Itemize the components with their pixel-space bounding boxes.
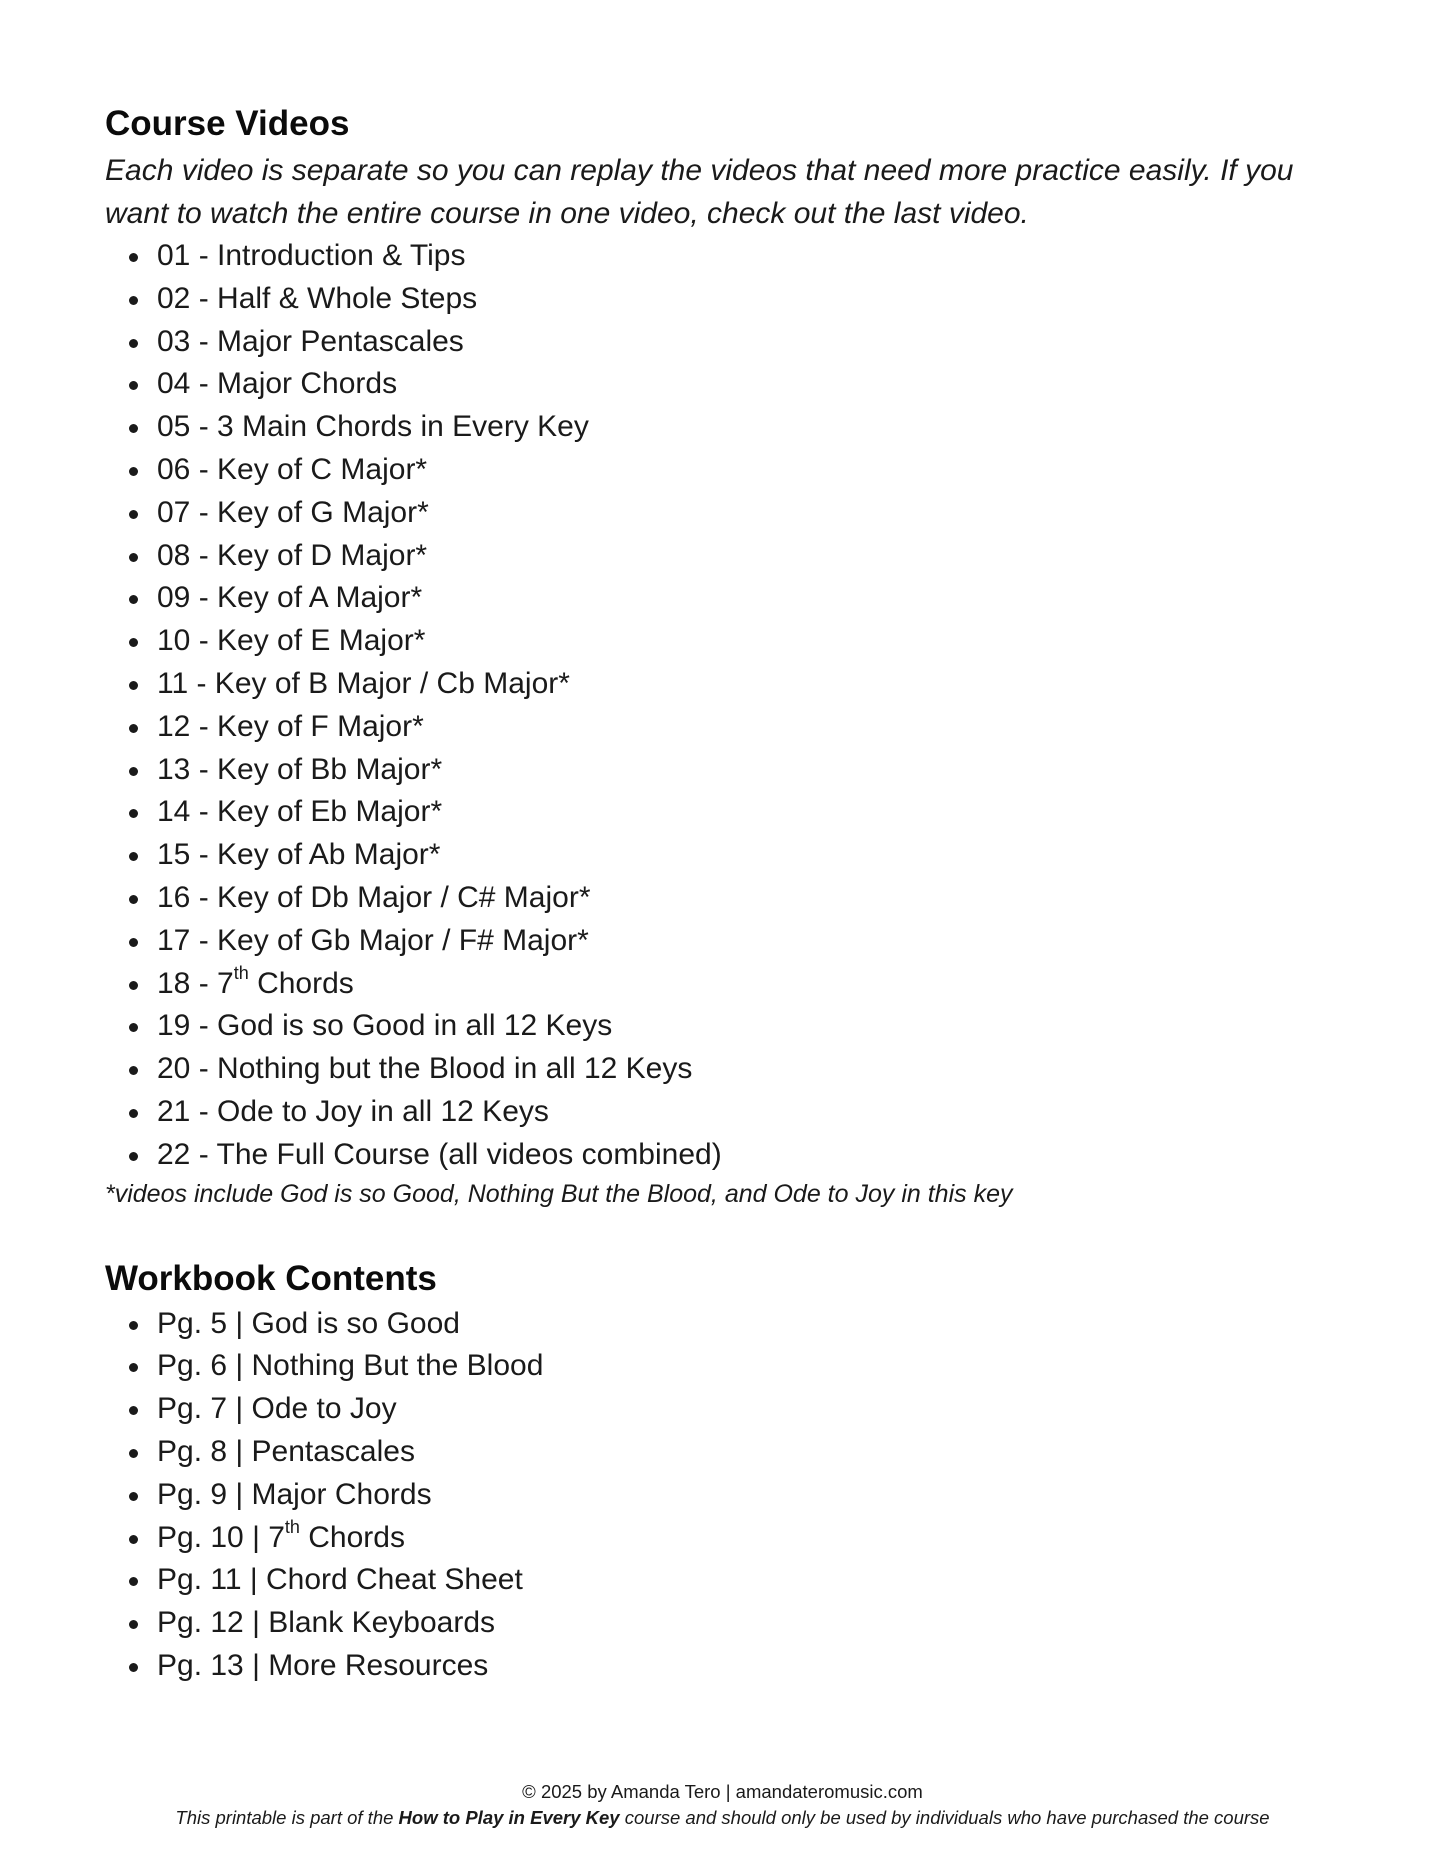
bullet-icon	[129, 1363, 138, 1372]
workbook-list-item-text: Chords	[299, 1520, 405, 1554]
bullet-icon	[129, 1535, 138, 1544]
video-list-item-text: 10 - Key of E Major*	[157, 624, 426, 658]
bullet-icon	[129, 681, 138, 690]
video-list-item-text: 14 - Key of Eb Major*	[157, 795, 443, 829]
video-list-item	[105, 492, 1345, 535]
course-videos-intro: Each video is separate so you can replay the videos that need more practice easily. If you want to watch the entire course in one video, check out the last video.	[105, 154, 1294, 230]
workbook-contents-list	[105, 1303, 1345, 1688]
footer-note	[0, 1807, 1445, 1829]
workbook-list-item-text: Pg. 12 | Blank Keyboards	[157, 1606, 495, 1640]
course-videos-list	[105, 235, 1345, 1177]
video-list-item	[105, 791, 1345, 834]
video-list-item	[105, 449, 1345, 492]
workbook-list-item	[105, 1645, 1345, 1688]
video-list-item-text: 21 - Ode to Joy in all 12 Keys	[157, 1094, 549, 1128]
video-list-item	[105, 1048, 1345, 1091]
video-list-item-text: 07 - Key of G Major*	[157, 495, 429, 529]
workbook-contents-section	[105, 1255, 1345, 1688]
footer-note-post: course and should only be used by individuals who have purchased the course	[619, 1807, 1270, 1828]
workbook-list-item-text: Pg. 5 | God is so Good	[157, 1306, 460, 1340]
footer-note-course-name: How to Play in Every Key	[398, 1807, 620, 1828]
video-list-item	[105, 877, 1345, 920]
video-list-item-text: 01 - Introduction & Tips	[157, 239, 466, 272]
bullet-icon	[129, 510, 138, 519]
bullet-icon	[129, 339, 138, 348]
course-videos-section	[105, 100, 1345, 1211]
bullet-icon	[129, 1109, 138, 1118]
workbook-list-item	[105, 1345, 1345, 1388]
video-list-item-text: 22 - The Full Course (all videos combined)	[157, 1137, 722, 1171]
video-list-item-text: 19 - God is so Good in all 12 Keys	[157, 1009, 613, 1043]
bullet-icon	[129, 938, 138, 947]
bullet-icon	[129, 1066, 138, 1075]
workbook-contents-heading: Workbook Contents	[105, 1258, 437, 1298]
video-list-item-text: 20 - Nothing but the Blood in all 12 Keys	[157, 1052, 693, 1086]
video-list-item-text: 04 - Major Chords	[157, 367, 398, 401]
video-list-item	[105, 535, 1345, 578]
video-list-item-text: 18 - 7	[157, 966, 234, 1000]
video-list-item-text: 05 - 3 Main Chords in Every Key	[157, 410, 589, 444]
video-list-item-superscript: th	[233, 962, 249, 983]
bullet-icon	[129, 724, 138, 733]
video-list-item	[105, 321, 1345, 364]
footer-note-pre: This printable is part of the	[175, 1807, 399, 1828]
video-list-item	[105, 834, 1345, 877]
bullet-icon	[129, 595, 138, 604]
video-list-item-text: 16 - Key of Db Major / C# Major*	[157, 880, 591, 914]
bullet-icon	[129, 1663, 138, 1672]
bullet-icon	[129, 1152, 138, 1161]
video-list-item-text: Chords	[248, 966, 354, 1000]
workbook-list-item	[105, 1559, 1345, 1602]
bullet-icon	[129, 253, 138, 262]
workbook-list-item	[105, 1431, 1345, 1474]
video-list-item-text: 09 - Key of A Major*	[157, 581, 423, 615]
workbook-list-item	[105, 1474, 1345, 1517]
bullet-icon	[129, 1620, 138, 1629]
course-videos-footnote: *videos include God is so Good, Nothing But the Blood, and Ode to Joy in this key	[105, 1179, 1013, 1208]
workbook-list-item	[105, 1602, 1345, 1645]
video-list-item	[105, 749, 1345, 792]
page-content	[105, 100, 1345, 1688]
bullet-icon	[129, 981, 138, 990]
video-list-item	[105, 663, 1345, 706]
workbook-list-item	[105, 1517, 1345, 1560]
video-list-item-text: 12 - Key of F Major*	[157, 709, 424, 743]
footer-copyright: © 2025 by Amanda Tero | amandateromusic.com	[522, 1781, 923, 1802]
bullet-icon	[129, 381, 138, 390]
video-list-item	[105, 406, 1345, 449]
bullet-icon	[129, 1406, 138, 1415]
course-videos-heading: Course Videos	[105, 104, 350, 143]
video-list-item-text: 15 - Key of Ab Major*	[157, 838, 441, 872]
workbook-list-item-text: Pg. 9 | Major Chords	[157, 1477, 432, 1511]
video-list-item	[105, 1091, 1345, 1134]
bullet-icon	[129, 638, 138, 647]
video-list-item	[105, 706, 1345, 749]
workbook-list-item-text: Pg. 6 | Nothing But the Blood	[157, 1349, 544, 1383]
video-list-item	[105, 620, 1345, 663]
video-list-item-text: 08 - Key of D Major*	[157, 538, 428, 572]
video-list-item-text: 13 - Key of Bb Major*	[157, 752, 443, 786]
video-list-item	[105, 1134, 1345, 1177]
video-list-item	[105, 1005, 1345, 1048]
video-list-item-text: 17 - Key of Gb Major / F# Major*	[157, 923, 589, 957]
workbook-list-item-text: Pg. 8 | Pentascales	[157, 1434, 415, 1468]
bullet-icon	[129, 1321, 138, 1330]
bullet-icon	[129, 424, 138, 433]
video-list-item	[105, 577, 1345, 620]
workbook-list-item-text: Pg. 13 | More Resources	[157, 1648, 489, 1682]
workbook-list-item	[105, 1303, 1345, 1346]
bullet-icon	[129, 895, 138, 904]
bullet-icon	[129, 1023, 138, 1032]
bullet-icon	[129, 852, 138, 861]
video-list-item	[105, 363, 1345, 406]
video-list-item-text: 06 - Key of C Major*	[157, 452, 428, 486]
video-list-item	[105, 920, 1345, 963]
workbook-list-item-text: Pg. 7 | Ode to Joy	[157, 1392, 397, 1426]
bullet-icon	[129, 467, 138, 476]
bullet-icon	[129, 809, 138, 818]
workbook-list-item-text: Pg. 11 | Chord Cheat Sheet	[157, 1563, 523, 1597]
video-list-item-text: 11 - Key of B Major / Cb Major*	[157, 666, 570, 700]
video-list-item-text: 02 - Half & Whole Steps	[157, 281, 478, 315]
bullet-icon	[129, 767, 138, 776]
bullet-icon	[129, 1577, 138, 1586]
video-list-item	[105, 278, 1345, 321]
workbook-list-item	[105, 1388, 1345, 1431]
video-list-item-text: 03 - Major Pentascales	[157, 324, 464, 358]
video-list-item	[105, 235, 1345, 278]
bullet-icon	[129, 553, 138, 562]
bullet-icon	[129, 1449, 138, 1458]
bullet-icon	[129, 296, 138, 305]
bullet-icon	[129, 1492, 138, 1501]
workbook-list-item-text: Pg. 10 | 7	[157, 1520, 285, 1554]
video-list-item	[105, 963, 1345, 1006]
workbook-list-item-superscript: th	[284, 1516, 300, 1537]
